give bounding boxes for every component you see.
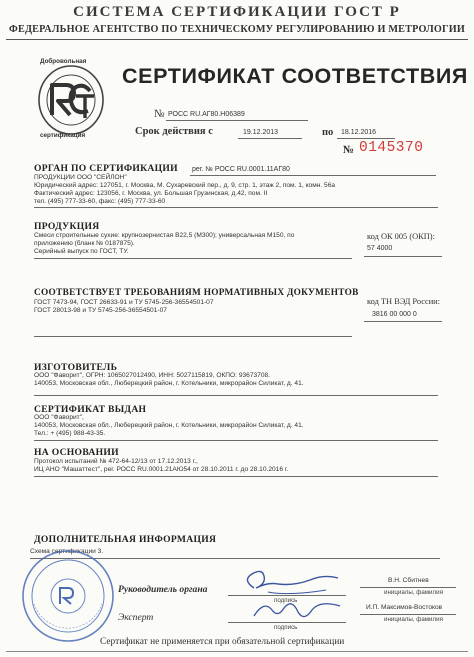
requirements-line-2: ГОСТ 28013-98 и ТУ 5745-256-36554501-07 — [34, 307, 167, 314]
basis-divider — [34, 476, 438, 477]
valid-to-underline — [337, 138, 395, 139]
rst-certification-mark-icon — [36, 63, 106, 137]
manufacturer-divider — [34, 395, 438, 396]
tnved-code-label: код ТН ВЭД России: — [367, 297, 440, 306]
expert-label: Эксперт — [118, 612, 154, 623]
number-label: № — [154, 108, 165, 120]
serial-number: 0145370 — [359, 140, 424, 156]
serial-label: № — [343, 144, 355, 156]
product-line-2: приложению (бланк № 0187875). — [34, 240, 135, 247]
expert-signature-caption: подпись — [274, 624, 298, 631]
expert-name-line — [360, 614, 456, 615]
expert-name-caption: инициалы, фамилия — [384, 616, 443, 623]
head-name-caption: инициалы, фамилия — [384, 589, 443, 596]
head-name: В.Н. Сбитнев — [388, 577, 429, 584]
manufacturer-line-2: 140053, Московская обл., Люберецкий район, г. Котельники, микрорайон Силикат, д. 41. — [34, 380, 304, 387]
additional-line: Схема сертификации 3. — [30, 548, 104, 555]
footer-note: Сертификат не применяется при обязательной сертификации — [100, 637, 345, 647]
organ-reg-number: рег. № РОСС RU.0001.11АГ80 — [192, 166, 290, 173]
issued-line-1: ООО "Фаворит", — [34, 414, 84, 421]
head-of-organ-label: Руководитель органа — [118, 584, 208, 595]
organ-reg-underline — [190, 175, 436, 176]
valid-to-label: по — [322, 127, 334, 138]
product-line-1: Смеси строительные сухие: крупнозернистая В22,5 (М300); универсальная М150, по — [34, 232, 295, 239]
expert-signature-icon — [248, 596, 348, 631]
basis-line-2: ИЦ АНО "Машаттест", рег. РОСС RU.0001.21АЮ54 от 28.10.2011 г. до 28.10.2016 г. — [34, 466, 289, 473]
seal-stamp-icon — [20, 548, 116, 644]
okp-underline — [364, 256, 442, 257]
valid-from-label: Срок действия с — [135, 126, 213, 137]
issued-line-3: Тел.: + (495) 988-43-35. — [34, 430, 106, 437]
number-underline — [166, 120, 308, 121]
organ-line-2: Юридический адрес: 127051, г. Москва, М. Сухаревский пер., д. 9, стр. 1, этаж 2, пом. 1, комн. 56а — [34, 182, 336, 189]
manufacturer-line-1: ООО "Фаворит", ОГРН: 1065027012490, ИНН: 5027115819, ОКПО: 93673708. — [34, 372, 271, 379]
requirements-divider — [34, 336, 352, 337]
footer-divider — [6, 651, 468, 652]
okp-code-value: 57 4000 — [367, 245, 393, 252]
organ-divider — [34, 207, 438, 208]
certificate-number: РОСС RU.АГ80.Н06389 — [168, 111, 245, 118]
requirements-line-1: ГОСТ 7473-94, ГОСТ 26633-91 и ТУ 5745-256-36554501-07 — [34, 299, 214, 306]
organ-line-4: тел. (495) 777-33-60, факс: (495) 777-33-60 — [34, 198, 166, 205]
expert-name: И.П. Максимов-Востоков — [366, 604, 443, 611]
issued-heading: СЕРТИФИКАТ ВЫДАН — [34, 404, 147, 415]
additional-heading: ДОПОЛНИТЕЛЬНАЯ ИНФОРМАЦИЯ — [34, 534, 217, 545]
issued-line-2: 140053, Московская обл., Люберецкий район, г. Котельники, микрорайон Силикат, д. 41. — [34, 422, 304, 429]
product-line-3: Серийный выпуск по ГОСТ, ТУ. — [34, 248, 129, 255]
product-divider — [34, 258, 352, 259]
valid-from-underline — [238, 138, 302, 139]
tnved-underline — [364, 321, 442, 322]
head-name-line — [360, 587, 456, 588]
system-heading: СИСТЕМА СЕРТИФИКАЦИИ ГОСТ Р — [73, 4, 401, 20]
valid-from-date: 19.12.2013 — [243, 129, 279, 136]
organ-line-3: Фактический адрес: 123056, г. Москва, ул. Большая Грузинская, д.42, пом. II — [34, 190, 268, 197]
tnved-code-value: 3816 00 000 0 — [372, 311, 417, 318]
organ-line-1: ПРОДУКЦИИ ООО "СЕЙЛОН" — [34, 174, 127, 181]
valid-to-date: 18.12.2016 — [341, 129, 377, 136]
header-divider — [6, 39, 468, 40]
requirements-heading: СООТВЕТСТВУЕТ ТРЕБОВАНИЯМ НОРМАТИВНЫХ ДОКУМЕНТОВ — [34, 288, 359, 298]
basis-heading: НА ОСНОВАНИИ — [34, 447, 119, 458]
logo-bottom-text: сертификация — [40, 132, 86, 139]
basis-line-1: Протокол испытаний № 472-64-12/13 от 17.12.2013 г., — [34, 458, 198, 465]
head-signature-caption: подпись — [274, 597, 298, 604]
manufacturer-heading: ИЗГОТОВИТЕЛЬ — [34, 362, 118, 373]
issued-divider — [34, 440, 438, 441]
organ-heading: ОРГАН ПО СЕРТИФИКАЦИИ — [34, 163, 178, 174]
product-heading: ПРОДУКЦИЯ — [34, 221, 100, 232]
logo-top-text: Добровольная — [40, 58, 87, 65]
certificate-title: СЕРТИФИКАТ СООТВЕТСТВИЯ — [122, 64, 468, 88]
okp-code-label: код ОК 005 (ОКП): — [367, 232, 435, 241]
agency-heading: ФЕДЕРАЛЬНОЕ АГЕНТСТВО ПО ТЕХНИЧЕСКОМУ РЕГУЛИРОВАНИЮ И МЕТРОЛОГИИ — [9, 24, 465, 35]
